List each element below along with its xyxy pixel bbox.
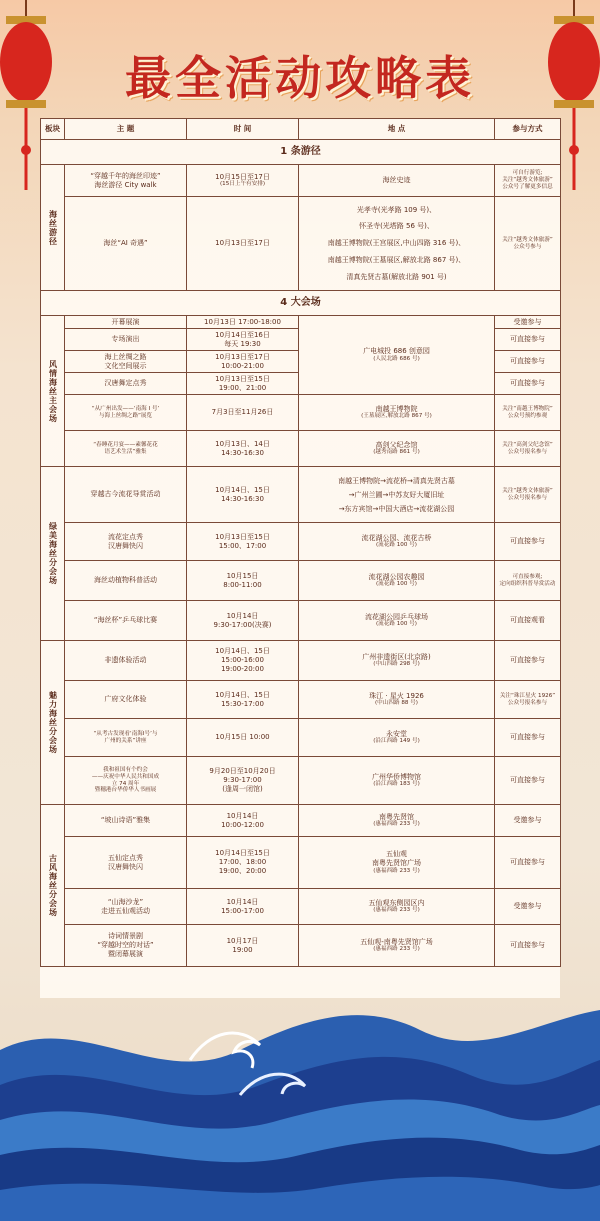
table-row [41, 805, 561, 837]
cell-join: 可直接观看 [495, 601, 561, 641]
cell-theme: “坡山诗语”雅集 [65, 805, 187, 837]
section-row [41, 291, 561, 316]
section-title: 1 条游径 [41, 140, 561, 165]
cell-theme: “从考古发现看‘南海I号’与 广州的关系”讲座 [65, 719, 187, 757]
cell-join: 关注“越秀文体旅游” 公众号报名参与 [495, 467, 561, 523]
cell-join: 可自行游览; 关注“越秀文体旅游” 公众号了解更多信息 [495, 165, 561, 197]
board-label: 古风海丝分会场 [41, 805, 65, 967]
cell-theme: 开幕展演 [65, 316, 187, 329]
cell-theme: 非遗体验活动 [65, 641, 187, 681]
cell-theme: 流花定点秀 汉唐舞快闪 [65, 523, 187, 561]
cell-time: 10月14日至15日 17:00、18:00 19:00、20:00 [187, 837, 299, 889]
cell-place: 广州华侨博物馆 (沿江西路 183 号) [299, 757, 495, 805]
cell-join: 可直接参与 [495, 719, 561, 757]
cell-time: 10月14日 9:30-17:00(决赛) [187, 601, 299, 641]
cell-time: 10月13日至17日 10:00-21:00 [187, 351, 299, 373]
cell-join: 可直接参与 [495, 523, 561, 561]
board-label: 魅力海丝分会场 [41, 641, 65, 805]
cell-theme: 五仙定点秀 汉唐舞快闪 [65, 837, 187, 889]
table-row [41, 925, 561, 967]
table-row [41, 316, 561, 329]
cell-theme: “穿越千年的海丝印迹” 海丝游径 City walk [65, 165, 187, 197]
table-row [41, 719, 561, 757]
section-title: 4 大会场 [41, 291, 561, 316]
cell-time: 10月13日至17日 [187, 197, 299, 291]
cell-place: 五仙观-南粤先贤馆广场 (惠福西路 233 号) [299, 925, 495, 967]
header-place: 地 点 [299, 119, 495, 140]
cell-place: 珠江 · 星火 1926 (中山四路 88 号) [299, 681, 495, 719]
cell-theme: 我和祖国有个约会 ——庆祝中华人民共和国成 立 74 周年 暨穗港台华侨华人书画展 [65, 757, 187, 805]
table-row [41, 757, 561, 805]
cell-time: 10月15日 8:00-11:00 [187, 561, 299, 601]
cell-theme: “山海沙龙” 走进五仙观活动 [65, 889, 187, 925]
cell-place: 流花湖公园、流花古桥 (流花路 100 号) [299, 523, 495, 561]
cell-theme: “海丝杯”乒乓球比赛 [65, 601, 187, 641]
cell-join: 可直接参与 [495, 351, 561, 373]
cell-join: 可直接参与 [495, 373, 561, 395]
cell-join: 受邀参与 [495, 316, 561, 329]
table-row [41, 523, 561, 561]
cell-theme: 海丝动植物科普活动 [65, 561, 187, 601]
board-label: 海丝游径 [41, 165, 65, 291]
header-board: 板块 [41, 119, 65, 140]
table-row [41, 837, 561, 889]
cell-time: 10月15日至17日 (15日上午有安排) [187, 165, 299, 197]
cell-join: 关注“高剑父纪念馆” 公众号报名参与 [495, 431, 561, 467]
cell-join: 可直接参与 [495, 925, 561, 967]
cell-theme: 海丝“AI 奇遇” [65, 197, 187, 291]
cell-time: 10月13日至15日 19:00、21:00 [187, 373, 299, 395]
cell-place: 流花湖公园农趣园 (流花路 100 号) [299, 561, 495, 601]
cell-join: 可直接参观; 定向组织科普导赏活动 [495, 561, 561, 601]
board-label: 风情海丝主会场 [41, 316, 65, 467]
cell-time: 10月13日、14日 14:30-16:30 [187, 431, 299, 467]
cell-place: 南越王博物院→流花桥→清真先贤古墓 →广州兰圃→中苏友好大厦旧址 →东方宾馆→中国大酒店→流花湖公园 [299, 467, 495, 523]
cell-time: 10月15日 10:00 [187, 719, 299, 757]
header-join: 参与方式 [495, 119, 561, 140]
cell-theme: 汉唐舞定点秀 [65, 373, 187, 395]
table-row [41, 431, 561, 467]
cell-join: 可直接参与 [495, 757, 561, 805]
cell-theme: “从广州出发——‘南海 I 号’ 与海上丝绸之路”展览 [65, 395, 187, 431]
cell-join: 受邀参与 [495, 889, 561, 925]
table-row [41, 467, 561, 523]
table-row [41, 601, 561, 641]
cell-place: 南越王博物院 (王墓展区,解放北路 867 号) [299, 395, 495, 431]
cell-place: 光孝寺(光孝路 109 号)、 怀圣寺(光塔路 56 号)、 南越王博物院(王宫展区,中山四路 316 号)、 南越王博物院(王墓展区,解放北路 867 号)、 清真先贤古墓(解放北路 901 号) [299, 197, 495, 291]
table-row [41, 681, 561, 719]
cell-place: 五仙观 南粤先贤馆广场 (惠福西路 233 号) [299, 837, 495, 889]
cell-time: 7月3日至11月26日 [187, 395, 299, 431]
cell-place: 永安堂 (沿江西路 149 号) [299, 719, 495, 757]
table-row [41, 165, 561, 197]
section-row [41, 140, 561, 165]
cell-join: 关注“南越王博物院” 公众号预约参观 [495, 395, 561, 431]
cell-join: 关注“越秀文体旅游” 公众号参与 [495, 197, 561, 291]
cell-time: 10月14日 10:00-12:00 [187, 805, 299, 837]
cell-join: 可直接参与 [495, 837, 561, 889]
cell-theme: 专场演出 [65, 329, 187, 351]
cell-theme: 穿越古今流花导赏活动 [65, 467, 187, 523]
activity-table [40, 118, 561, 967]
cell-time: 10月14日、15日 15:30-17:00 [187, 681, 299, 719]
cell-theme: 诗词情景剧 “穿越时空的对话” 暨闭幕展演 [65, 925, 187, 967]
cell-place: 五仙观东侧园区内 (惠福西路 233 号) [299, 889, 495, 925]
table-row [41, 889, 561, 925]
cell-place: 流花湖公园乒乓球场 (流花路 100 号) [299, 601, 495, 641]
table-header-row [41, 119, 561, 140]
cell-join: 关注“珠江星火 1926” 公众号报名参与 [495, 681, 561, 719]
cell-time: 10月14日 15:00-17:00 [187, 889, 299, 925]
cell-time: 10月13日 17:00-18:00 [187, 316, 299, 329]
table-row [41, 561, 561, 601]
cell-theme: “春睡花月宴——素馨花花 语艺术生活”雅集 [65, 431, 187, 467]
table-row [41, 197, 561, 291]
cell-place: 广州非遗街区(北京路) (中山四路 298 号) [299, 641, 495, 681]
table-row [41, 395, 561, 431]
cell-time: 10月13日至15日 15:00、17:00 [187, 523, 299, 561]
cell-join: 可直接参与 [495, 329, 561, 351]
cell-place: 高剑父纪念馆 (越秀南路 861 号) [299, 431, 495, 467]
header-time: 时 间 [187, 119, 299, 140]
cell-time: 10月14日、15日 14:30-16:30 [187, 467, 299, 523]
table-row [41, 641, 561, 681]
cell-time: 9月20日至10月20日 9:30-17:00 (逢周一闭馆) [187, 757, 299, 805]
cell-join: 可直接参与 [495, 641, 561, 681]
cell-time: 10月14日至16日 每天 19:30 [187, 329, 299, 351]
cell-time: 10月17日 19:00 [187, 925, 299, 967]
header-theme: 主 题 [65, 119, 187, 140]
ocean-waves-decoration [0, 990, 600, 1221]
cell-place: 南粤先贤馆 (惠福西路 233 号) [299, 805, 495, 837]
page-title: 最全活动攻略表 [125, 51, 475, 105]
cell-time: 10月14日、15日 15:00-16:00 19:00-20:00 [187, 641, 299, 681]
cell-theme: 海上丝绸之路 文化空间展示 [65, 351, 187, 373]
cell-place: 广电城投 686 创意园 (人民北路 686 号) [299, 316, 495, 395]
cell-place: 海丝史迹 [299, 165, 495, 197]
cell-theme: 广府文化体验 [65, 681, 187, 719]
cell-join: 受邀参与 [495, 805, 561, 837]
board-label: 绿美海丝分会场 [41, 467, 65, 641]
